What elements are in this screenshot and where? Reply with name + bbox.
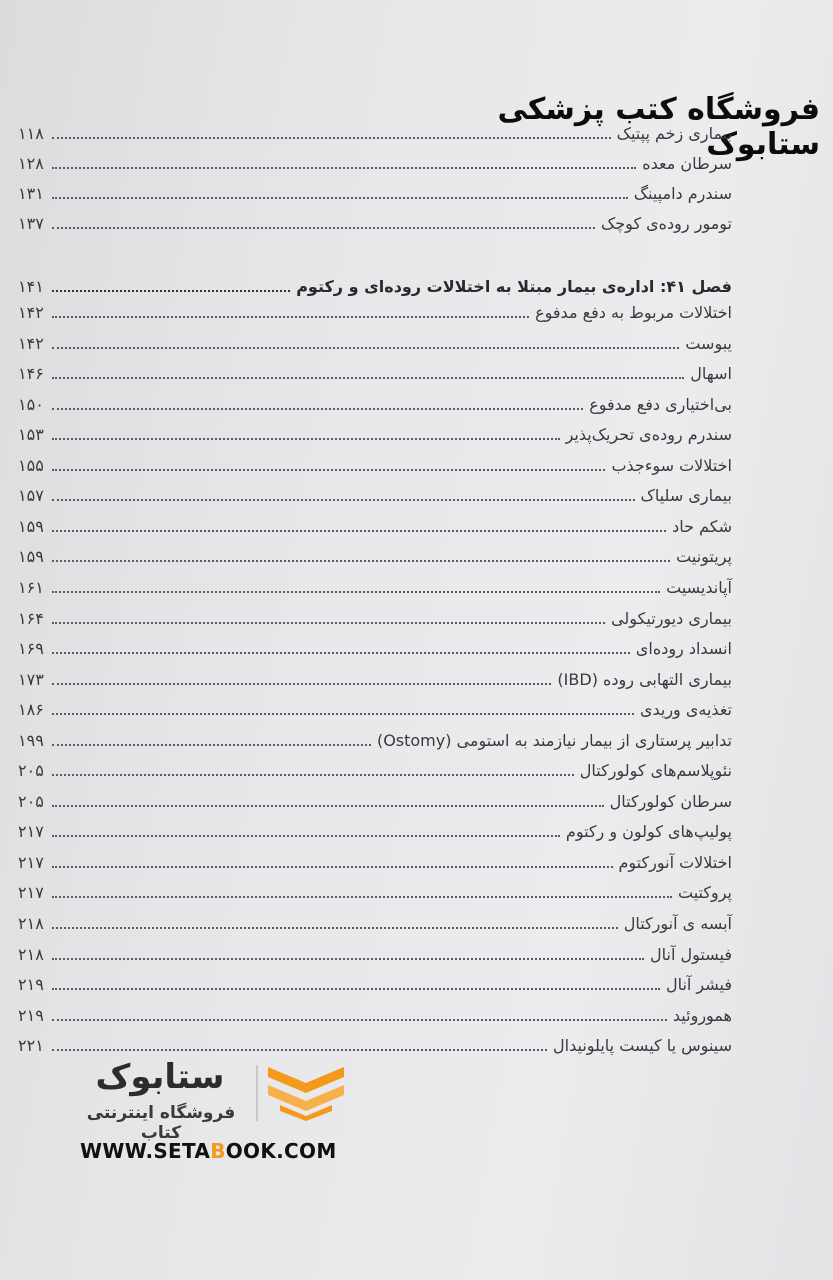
toc-leader-dots	[52, 408, 583, 410]
toc-entry-title: سندرم دامپینگ	[633, 184, 732, 203]
toc-leader-dots	[52, 744, 371, 746]
toc-page-number: ۱۵۵	[18, 456, 44, 475]
watermark-header: فروشگاه کتب پزشکی ستابوک	[497, 92, 820, 162]
toc-entry-title: سرطان کولورکتال	[609, 792, 732, 811]
toc-row	[18, 144, 732, 174]
toc-entry-title: شکم حاد	[672, 517, 732, 536]
logo-url	[80, 1139, 337, 1163]
toc-page-number: ۱۲۸	[18, 154, 44, 173]
toc-page-number: ۲۱۷	[18, 853, 44, 872]
toc-entry-title: هموروئید	[672, 1006, 732, 1025]
toc-row	[18, 996, 732, 1026]
toc-entry-title: پروکتیت	[678, 883, 732, 902]
book-stack-icon	[264, 1061, 348, 1121]
toc-entry-title: انسداد روده‌ای	[635, 639, 732, 658]
toc-row	[18, 204, 732, 234]
toc-entry-title: اختلالات مربوط به دفع مدفوع	[535, 303, 732, 322]
toc-entry-title: بیماری زخم پپتیک	[616, 124, 732, 143]
toc-row	[18, 629, 732, 659]
toc-leader-dots	[52, 774, 574, 776]
toc-entry-title: فیشر آنال	[665, 975, 732, 994]
toc-leader-dots	[52, 652, 630, 654]
toc-page-number: ۲۲۱	[18, 1036, 44, 1055]
toc-page-number: ۲۱۷	[18, 822, 44, 841]
toc-entry-title: یبوست	[685, 334, 732, 353]
toc-leader-dots	[52, 713, 634, 715]
toc-page-number: ۱۳۱	[18, 184, 44, 203]
toc-row	[18, 843, 732, 873]
toc-row	[18, 114, 732, 144]
toc-page-number: ۱۶۴	[18, 609, 44, 628]
toc-entry-title: فیستول آنال	[650, 945, 732, 964]
toc-entry-title: اختلالات آنورکتوم	[618, 853, 732, 872]
toc-row	[18, 385, 732, 415]
toc-row	[18, 599, 732, 629]
toc-row	[18, 965, 732, 995]
toc-row	[18, 537, 732, 567]
toc-row	[18, 782, 732, 812]
toc-entry-title: پریتونیت	[676, 547, 732, 566]
toc-page-number: ۱۵۰	[18, 395, 44, 414]
toc-leader-dots	[52, 958, 644, 960]
toc-entry-title: بیماری التهابی روده (IBD)	[557, 670, 732, 689]
toc-leader-dots	[52, 197, 628, 199]
toc-row	[18, 690, 732, 720]
toc-leader-dots	[52, 469, 605, 471]
toc-leader-dots	[52, 1019, 667, 1021]
toc-page-number: ۱۵۹	[18, 547, 44, 566]
toc-page-number: ۲۱۸	[18, 914, 44, 933]
toc-leader-dots	[52, 835, 560, 837]
toc-entry-title: سرطان معده	[642, 154, 732, 173]
toc-leader-dots	[52, 499, 635, 501]
toc-row	[18, 507, 732, 537]
toc-row	[18, 293, 732, 323]
toc-leader-dots	[52, 622, 605, 624]
logo-subtitle: فروشگاه اینترنتی کتاب	[86, 1103, 236, 1143]
toc-page-number: ۱۵۹	[18, 517, 44, 536]
toc-row	[18, 446, 732, 476]
toc-row	[18, 721, 732, 751]
toc-entry-title: آبسه ی آنورکتال	[623, 914, 732, 933]
toc-page-number: ۱۸۶	[18, 700, 44, 719]
toc-row	[18, 174, 732, 204]
toc-entry-title: اسهال	[690, 364, 732, 383]
toc-row	[18, 935, 732, 965]
url-part2: OOK.COM	[225, 1139, 337, 1163]
toc-row	[18, 751, 732, 781]
toc-page-number: ۱۷۳	[18, 670, 44, 689]
toc-page-number: ۱۴۱	[18, 277, 44, 296]
toc-page-number: ۱۹۹	[18, 731, 44, 750]
toc-row	[18, 568, 732, 598]
toc-leader-dots	[52, 927, 618, 929]
toc-leader-dots	[52, 227, 595, 229]
toc-leader-dots	[52, 438, 560, 440]
toc-leader-dots	[52, 347, 679, 349]
toc-entry-title: فصل ۴۱: اداره‌ی بیمار مبتلا به اختلالات روده‌ای و رکتوم	[296, 277, 732, 296]
toc-row	[18, 324, 732, 354]
toc-page-number: ۲۰۵	[18, 792, 44, 811]
url-accent: B	[210, 1139, 226, 1163]
toc-leader-dots	[52, 591, 660, 593]
toc-page-number: ۱۴۶	[18, 364, 44, 383]
toc-leader-dots	[52, 560, 670, 562]
url-part1: WWW.SETA	[80, 1139, 211, 1163]
toc-page-number: ۱۶۱	[18, 578, 44, 597]
toc-page-number: ۲۱۹	[18, 975, 44, 994]
logo-divider	[256, 1065, 258, 1121]
toc-row	[18, 415, 732, 445]
toc-page-number: ۱۵۷	[18, 486, 44, 505]
toc-page-number: ۱۱۸	[18, 124, 44, 143]
toc-page-number: ۲۰۵	[18, 761, 44, 780]
toc-page-number: ۲۱۸	[18, 945, 44, 964]
toc-leader-dots	[52, 167, 636, 169]
toc-page-number: ۲۱۹	[18, 1006, 44, 1025]
toc-leader-dots	[52, 316, 529, 318]
toc-row	[18, 904, 732, 934]
toc-leader-dots	[52, 805, 604, 807]
toc-leader-dots	[52, 1049, 547, 1051]
toc-entry-title: بیماری سلیاک	[640, 486, 732, 505]
toc-page-number: ۱۴۲	[18, 334, 44, 353]
toc-entry-title: اختلالات سوءجذب	[611, 456, 732, 475]
toc-entry-title: تغذیه‌ی وریدی	[639, 700, 732, 719]
toc-leader-dots	[52, 290, 290, 292]
toc-leader-dots	[52, 377, 684, 379]
toc-leader-dots	[52, 683, 551, 685]
logo-wordmark: ستابوک	[95, 1057, 225, 1097]
toc-page-number: ۲۱۷	[18, 883, 44, 902]
toc-row	[18, 354, 732, 384]
toc-entry-title: سینوس یا کیست پایلونیدال	[553, 1036, 732, 1055]
toc-entry-title: بی‌اختیاری دفع مدفوع	[589, 395, 732, 414]
toc-row	[18, 476, 732, 506]
toc-entry-title: تومور روده‌ی کوچک	[600, 214, 732, 233]
toc-leader-dots	[52, 530, 666, 532]
toc-entry-title: آپاندیسیت	[666, 578, 732, 597]
toc-page-number: ۱۴۲	[18, 303, 44, 322]
toc-leader-dots	[52, 137, 611, 139]
toc-row	[18, 812, 732, 842]
toc-entry-title: سندرم روده‌ی تحریک‌پذیر	[565, 425, 732, 444]
toc-entry-title: بیماری دیورتیکولی	[611, 609, 732, 628]
setabook-logo	[68, 1055, 368, 1185]
toc-row	[18, 1026, 732, 1056]
toc-page-number: ۱۳۷	[18, 214, 44, 233]
toc-entry-title: پولیپ‌های کولون و رکتوم	[565, 822, 732, 841]
toc-row	[18, 873, 732, 903]
toc-page-number: ۱۶۹	[18, 639, 44, 658]
toc-row	[18, 660, 732, 690]
toc-entry-title: تدابیر پرستاری از بیمار نیازمند به استومی (Ostomy)	[376, 731, 732, 750]
toc-entry-title: نئوپلاسم‌های کولورکتال	[579, 761, 732, 780]
toc-leader-dots	[52, 866, 613, 868]
toc-leader-dots	[52, 896, 672, 898]
toc-page-number: ۱۵۳	[18, 425, 44, 444]
toc-leader-dots	[52, 988, 660, 990]
